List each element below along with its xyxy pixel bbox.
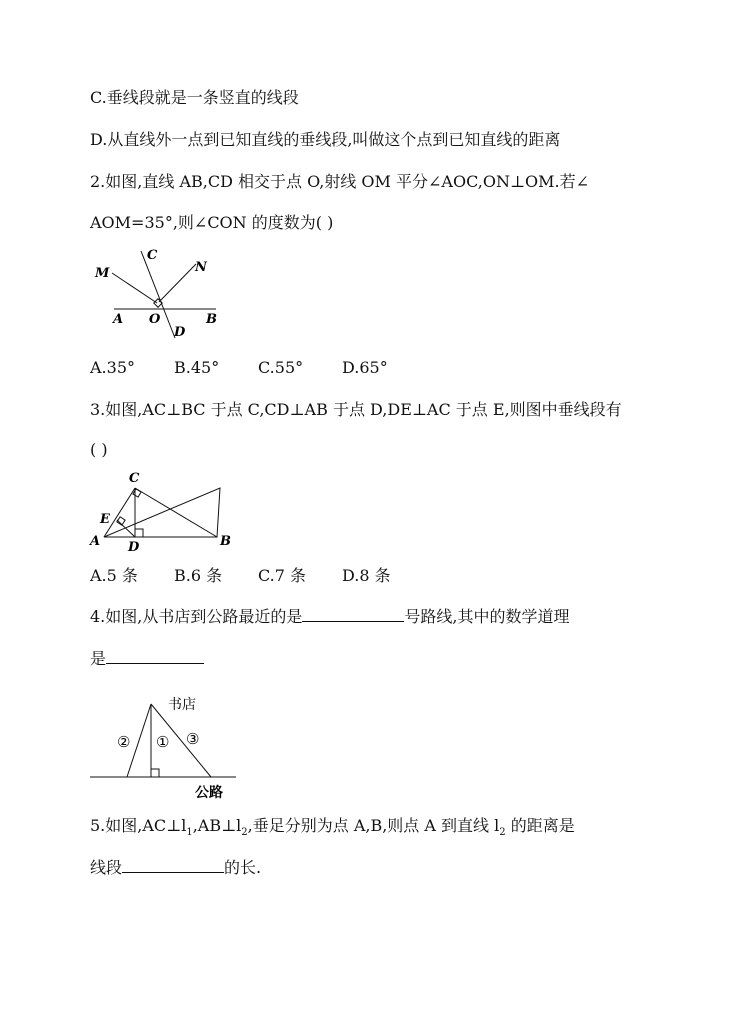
q2-option-a: A.35° bbox=[90, 358, 135, 377]
label-e: E bbox=[100, 512, 110, 527]
q5-stem-line2 bbox=[90, 858, 261, 878]
q5-blank[interactable] bbox=[122, 858, 224, 873]
q2-figure bbox=[88, 245, 228, 345]
q3-figure bbox=[86, 468, 246, 558]
ray-on bbox=[159, 264, 196, 302]
label-road: 公路 bbox=[195, 785, 223, 801]
triangle-abc bbox=[104, 488, 220, 537]
q2-options bbox=[90, 358, 388, 378]
label-b: B bbox=[220, 534, 231, 549]
label-bookstore: 书店 bbox=[168, 697, 196, 713]
q3-stem-line2: ( ) bbox=[90, 440, 108, 459]
label-c: C bbox=[129, 471, 140, 486]
q4-text-b: 号路线,其中的数学道理 bbox=[404, 607, 570, 626]
q1-option-d: D.从直线外一点到已知直线的垂线段,叫做这个点到已知直线的距离 bbox=[90, 130, 561, 149]
q4-figure bbox=[88, 690, 248, 810]
q5-sub-2: 2 bbox=[241, 827, 248, 839]
label-d: D bbox=[174, 325, 186, 340]
q2-option-c: C.55° bbox=[258, 358, 304, 377]
label-route-2: ② bbox=[117, 733, 131, 751]
label-route-3: ③ bbox=[186, 730, 200, 748]
q5-text-2: ,AB⊥l bbox=[192, 816, 242, 835]
label-n: N bbox=[195, 260, 207, 275]
q5-text-3: ,垂足分别为点 A,B,则点 A 到直线 l bbox=[247, 816, 500, 835]
side-cb bbox=[135, 488, 217, 537]
label-d: D bbox=[128, 540, 140, 555]
q2-stem-line1: 2.如图,直线 AB,CD 相交于点 O,射线 OM 平分∠AOC,ON⊥OM.若∠ bbox=[90, 172, 590, 191]
q3-option-c: C.7 条 bbox=[258, 566, 307, 585]
q5-text-5: 线段 bbox=[90, 858, 123, 877]
q5-sub-3: 2 bbox=[499, 827, 506, 839]
q3-options bbox=[90, 566, 391, 586]
label-c: C bbox=[147, 248, 158, 263]
label-o: O bbox=[149, 312, 161, 327]
q4-blank-2[interactable] bbox=[106, 649, 204, 664]
q5-text-1: 5.如图,AC⊥l bbox=[90, 816, 187, 835]
q4-text-c: 是 bbox=[90, 649, 107, 668]
q4-blank-1[interactable] bbox=[302, 607, 404, 622]
q2-option-b: B.45° bbox=[174, 358, 220, 377]
q3-option-b: B.6 条 bbox=[174, 566, 223, 585]
q4-stem-line1 bbox=[90, 607, 569, 627]
right-angle-mark bbox=[151, 769, 159, 777]
route-2 bbox=[127, 704, 151, 777]
label-m: M bbox=[95, 266, 110, 281]
q3-option-d: D.8 条 bbox=[342, 566, 391, 585]
label-route-1: ① bbox=[156, 733, 170, 751]
q5-sub-1: 1 bbox=[186, 827, 193, 839]
q4-text-a: 4.如图,从书店到公路最近的是 bbox=[90, 607, 303, 626]
label-a: A bbox=[113, 312, 124, 327]
q5-stem-line1 bbox=[90, 816, 575, 839]
q5-text-4: 的距离是 bbox=[505, 816, 575, 835]
ray-om bbox=[112, 273, 157, 303]
q5-text-6: 的长. bbox=[224, 858, 262, 877]
q4-stem-line2 bbox=[90, 649, 204, 669]
label-a: A bbox=[90, 534, 101, 549]
q2-option-d: D.65° bbox=[342, 358, 388, 377]
q3-stem-line1: 3.如图,AC⊥BC 于点 C,CD⊥AB 于点 D,DE⊥AC 于点 E,则图中垂线段有 bbox=[90, 400, 622, 419]
label-b: B bbox=[206, 312, 217, 327]
segment-de bbox=[117, 520, 135, 537]
q2-stem-line2: AOM=35°,则∠CON 的度数为( ) bbox=[90, 213, 334, 232]
q3-option-a: A.5 条 bbox=[90, 566, 138, 585]
right-angle-d bbox=[135, 529, 143, 537]
q1-option-c: C.垂线段就是一条竖直的线段 bbox=[90, 88, 299, 107]
